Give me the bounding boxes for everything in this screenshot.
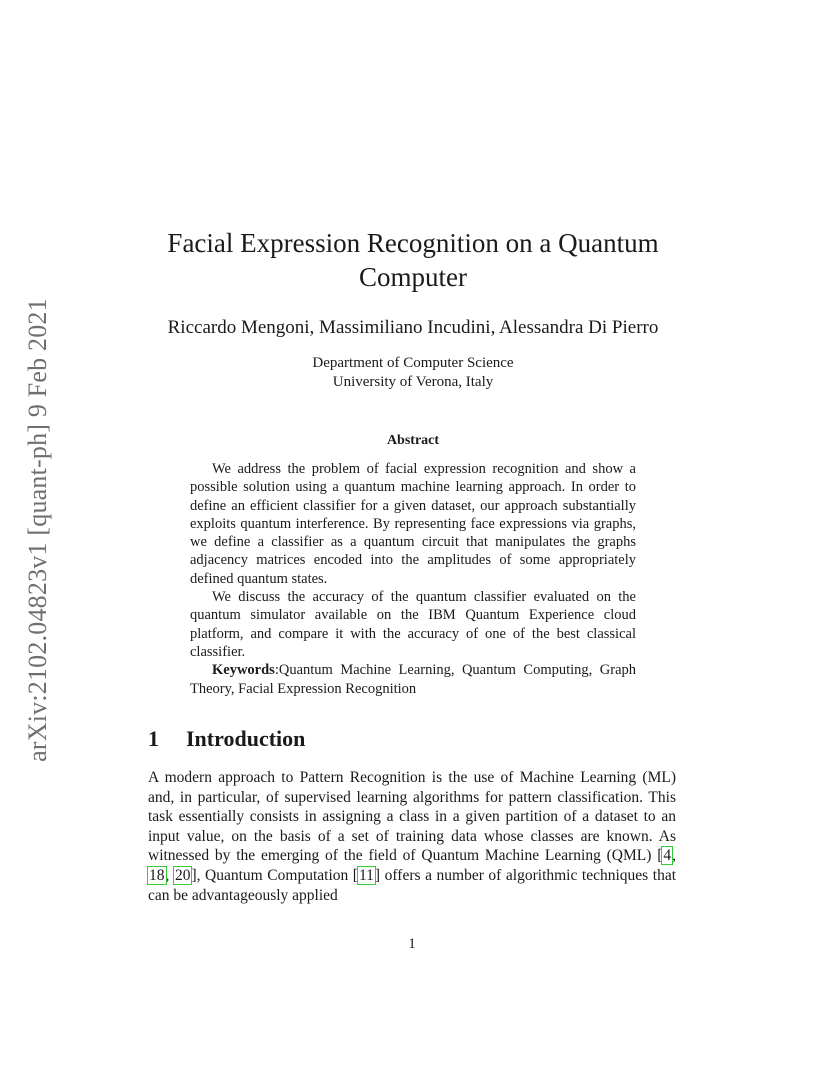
abstract-keywords (190, 661, 636, 698)
citation-link-18[interactable]: 18 (149, 866, 165, 884)
affiliation-department: Department of Computer Science (312, 355, 514, 371)
keywords-label: Keywords (212, 662, 275, 679)
citation-link-20[interactable]: 20 (174, 866, 191, 884)
abstract-paragraph-2: We discuss the accuracy of the quantum classifier evaluated on the quantum simulator available on the IBM Quantum Experience cloud platform, and compare it with the accuracy of one of the best classical classifier. (190, 589, 636, 660)
introduction-body (148, 768, 676, 905)
page-number: 1 (408, 936, 416, 952)
introduction-paragraph (148, 768, 676, 905)
citation-separator: , (672, 847, 676, 865)
intro-text-end: ] offers a number of algorithmic techniques that can be advantageously applied (148, 866, 677, 904)
section-number: 1 (148, 726, 159, 751)
arxiv-identifier-stamp: arXiv:2102.04823v1 [quant-ph] 9 Feb 2021 (23, 298, 52, 762)
keywords-list: :Quantum Machine Learning, Quantum Computing, Graph Theory, Facial Expression Recognition (190, 662, 636, 697)
intro-text-middle: ], Quantum Computation [ (191, 866, 358, 884)
affiliation-university: University of Verona, Italy (332, 374, 494, 390)
section-heading-introduction (148, 726, 305, 752)
section-title: Introduction (186, 726, 306, 751)
paper-title: Facial Expression Recognition on a Quantum Computer (167, 228, 659, 292)
abstract-heading: Abstract (386, 433, 440, 448)
affiliation-block (148, 354, 678, 392)
abstract-paragraph-1: We address the problem of facial expression recognition and show a possible solution using a quantum machine learning approach. In order to define an efficient classifier for a given dataset, our approach substantially exploits quantum interference. By representing face expressions via graphs, we define a classifier as a quantum circuit that manipulates the graphs adjacency matrices encoded into the amplitudes of some appropriately defined quantum states. (190, 461, 636, 587)
intro-text-start: A modern approach to Pattern Recognition is the use of Machine Learning (ML) and, in particular, of supervised learning algorithms for pattern classification. This task essentially consists in assigning a class in a given partition of a dataset to an input value, on the basis of a set of training data whose classes are known. As witnessed by the emerging of the field of Quantum Machine Learning (QML) [ (148, 769, 676, 865)
citation-separator: , (165, 866, 174, 884)
citation-link-11[interactable]: 11 (358, 866, 374, 884)
author-list: Riccardo Mengoni, Massimiliano Incudini, Alessandra Di Pierro (167, 317, 659, 338)
citation-link-4[interactable]: 4 (663, 847, 672, 865)
abstract-body (190, 460, 636, 698)
